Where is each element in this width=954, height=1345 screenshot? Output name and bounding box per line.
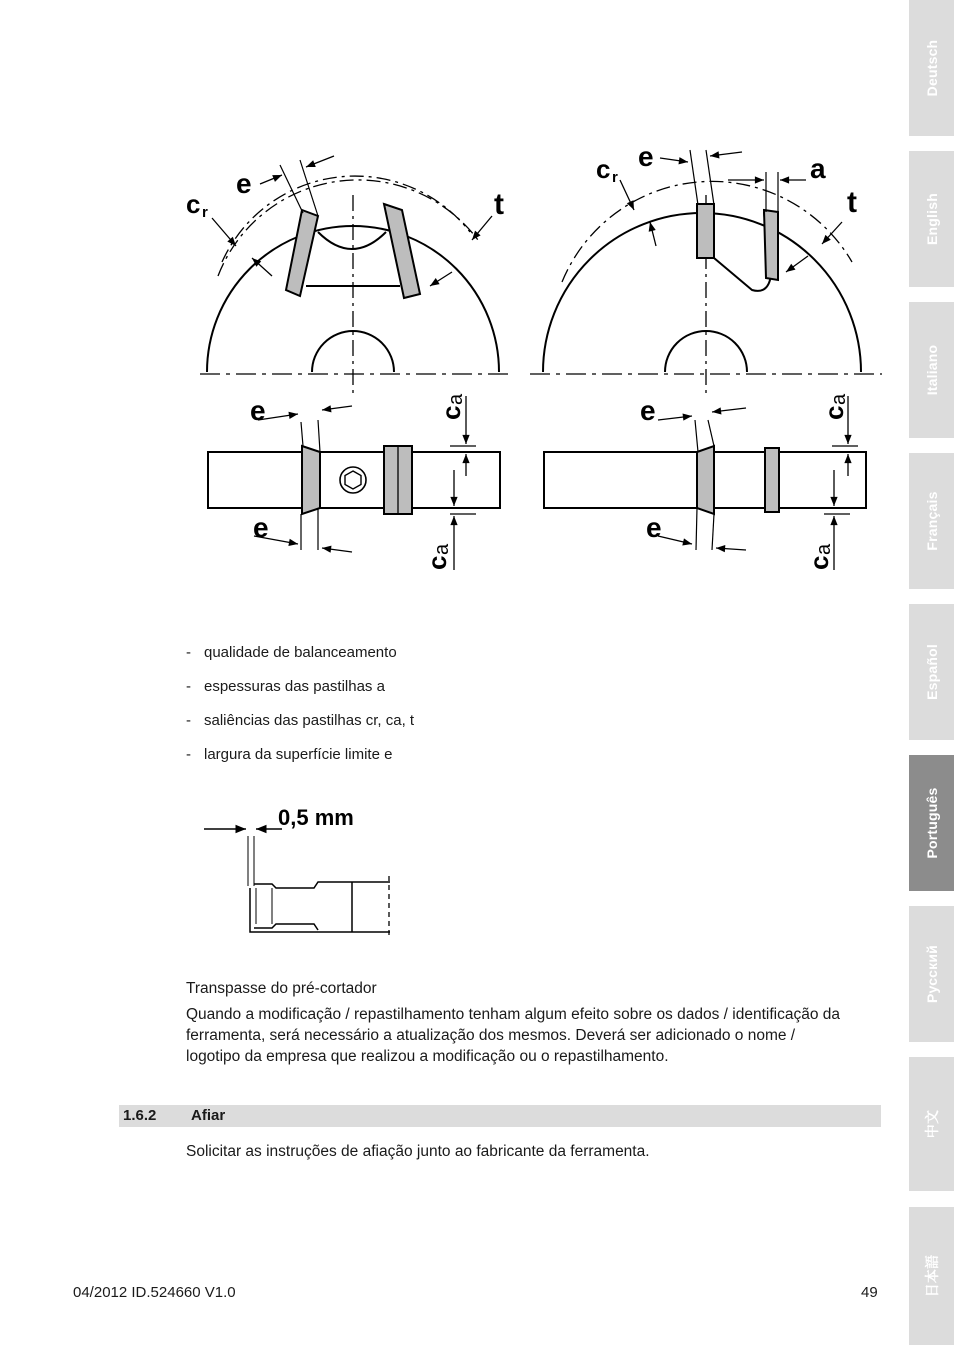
tab-label: Русский [923,945,940,1003]
section-number: 1.6.2 [123,1107,157,1124]
section-header [119,1105,881,1127]
figure-caption: Transpasse do pré-cortador [186,980,377,997]
tab-label: Português [923,787,940,859]
tab-label: Español [923,644,940,700]
label-e: e [646,512,662,543]
list-item-text: largura da superfície limite e [204,746,393,763]
svg-text:a: a [431,543,453,555]
list-dash: - [186,712,191,729]
svg-text:a: a [445,393,467,405]
label-e: e [253,512,269,543]
list-dash: - [186,644,191,661]
page-number: 49 [861,1284,878,1301]
svg-text:c: c [422,555,452,570]
label-a: a [810,153,826,184]
svg-text:a: a [828,393,850,405]
label-t: t [847,186,857,219]
cutter-top-right [530,150,882,395]
tab-japanese[interactable] [909,1207,954,1345]
tab-chinese[interactable] [909,1057,954,1191]
svg-text:c: c [804,555,834,570]
label-ca [422,543,453,570]
detail-label: 0,5 mm [278,805,354,830]
svg-text:a: a [813,543,835,555]
label-ca [819,393,850,420]
label-ca [804,543,835,570]
svg-text:c: c [819,405,849,420]
label-ca [436,393,467,420]
list-item-text: saliências das pastilhas cr, ca, t [204,712,415,729]
footer-doc-id: 04/2012 ID.524660 V1.0 [73,1284,236,1301]
label-e: e [250,395,266,426]
label-cr-sub: r [612,169,618,186]
list-item-text: espessuras das pastilhas a [204,678,385,695]
label-e: e [640,395,656,426]
section-title: Afiar [191,1107,226,1124]
tab-label: English [923,193,940,245]
label-t: t [494,188,504,221]
label-e: e [236,168,252,199]
tab-label: Deutsch [923,39,940,97]
label-cr: c [186,189,201,219]
overlap-detail [204,829,390,936]
svg-text:c: c [436,405,466,420]
section-text: Solicitar as instruções de afiação junto ao fabricante da ferramenta. [186,1143,650,1160]
list-dash: - [186,678,191,695]
tab-label: 日本語 [923,1254,940,1298]
body-paragraph: Quando a modificação / repastilhamento tenham algum efeito sobre os dados / identificação da ferramenta, será necessário a atualização dos mesmos. Deverá ser adicionado o nome / logotipo da empresa que realizou a modificação ou o repastilhamento. [186,1006,840,1065]
tab-label: Italiano [923,344,940,396]
label-cr: c [596,154,611,184]
list-item-text: qualidade de balanceamento [204,644,397,661]
tab-label: Français [923,491,940,551]
label-e: e [638,141,654,172]
tab-label: 中文 [923,1109,940,1139]
list-dash: - [186,746,191,763]
label-cr-sub: r [202,204,208,221]
